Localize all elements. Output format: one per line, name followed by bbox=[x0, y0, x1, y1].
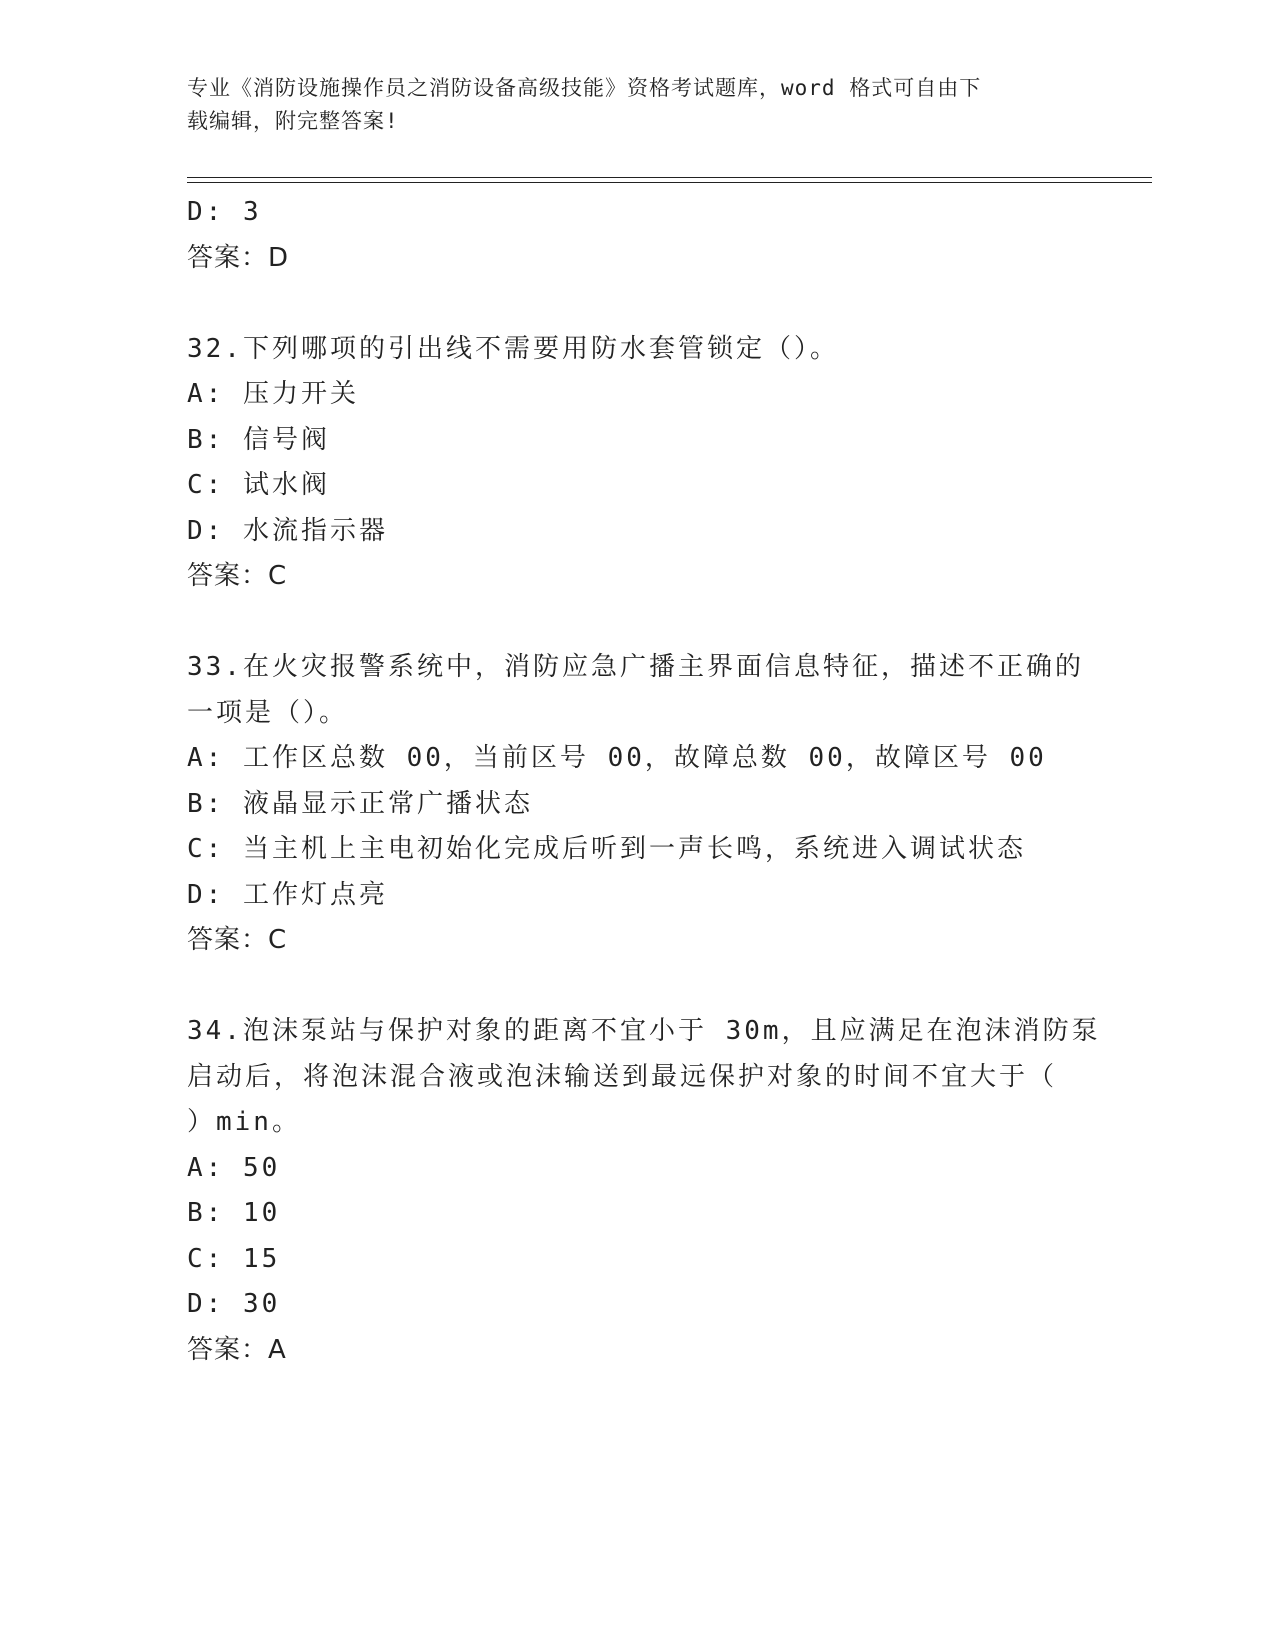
question-text-line-3: ）min。 bbox=[187, 1107, 301, 1137]
answer: 答案：A bbox=[187, 1334, 287, 1365]
option-a: A: 工作区总数 00，当前区号 00，故障总数 00，故障区号 00 bbox=[187, 743, 1047, 773]
question-33 bbox=[187, 645, 1087, 964]
header-rule-bottom bbox=[187, 182, 1152, 183]
question-32 bbox=[187, 327, 1087, 600]
option-b: B: 10 bbox=[187, 1198, 281, 1228]
prev-answer: 答案：D bbox=[187, 242, 290, 273]
question-text-line-2: 启动后，将泡沫混合液或泡沫输送到最远保护对象的时间不宜大于（ bbox=[187, 1061, 1058, 1092]
header-rule-top bbox=[187, 177, 1152, 178]
option-d: D: 水流指示器 bbox=[187, 515, 388, 546]
option-c: C: 15 bbox=[187, 1243, 281, 1274]
question-text-line-1: 34.泡沫泵站与保护对象的距离不宜小于 30m，且应满足在泡沫消防泵 bbox=[187, 1016, 1101, 1046]
question-text: 32.下列哪项的引出线不需要用防水套管锁定（）。 bbox=[187, 333, 839, 364]
answer: 答案：C bbox=[187, 925, 288, 955]
option-b: B: 信号阀 bbox=[187, 424, 330, 455]
spacer bbox=[187, 281, 1087, 327]
option-c: C: 试水阀 bbox=[187, 470, 330, 500]
option-b: B: 液晶显示正常广播状态 bbox=[187, 788, 533, 819]
option-c: C: 当主机上主电初始化完成后听到一声长鸣，系统进入调试状态 bbox=[187, 834, 1026, 864]
question-list bbox=[187, 190, 1101, 1373]
question-text-line-2: 一项是（）。 bbox=[187, 697, 349, 728]
option-a: A: 50 bbox=[187, 1152, 281, 1183]
question-text-line-1: 33.在火灾报警系统中，消防应急广播主界面信息特征，描述不正确的 bbox=[187, 652, 1084, 682]
option-d: D: 30 bbox=[187, 1289, 281, 1319]
page-header bbox=[187, 72, 1067, 138]
prev-option-d: D: 3 bbox=[187, 197, 262, 227]
spacer bbox=[187, 600, 1087, 646]
option-d: D: 工作灯点亮 bbox=[187, 879, 388, 910]
option-a: A: 压力开关 bbox=[187, 379, 359, 409]
question-34 bbox=[187, 1009, 1101, 1373]
spacer bbox=[187, 964, 1087, 1010]
header-line-1: 专业《消防设施操作员之消防设备高级技能》资格考试题库，word 格式可自由下 bbox=[187, 76, 982, 100]
answer: 答案：C bbox=[187, 561, 288, 591]
header-line-2: 载编辑，附完整答案! bbox=[187, 109, 399, 133]
